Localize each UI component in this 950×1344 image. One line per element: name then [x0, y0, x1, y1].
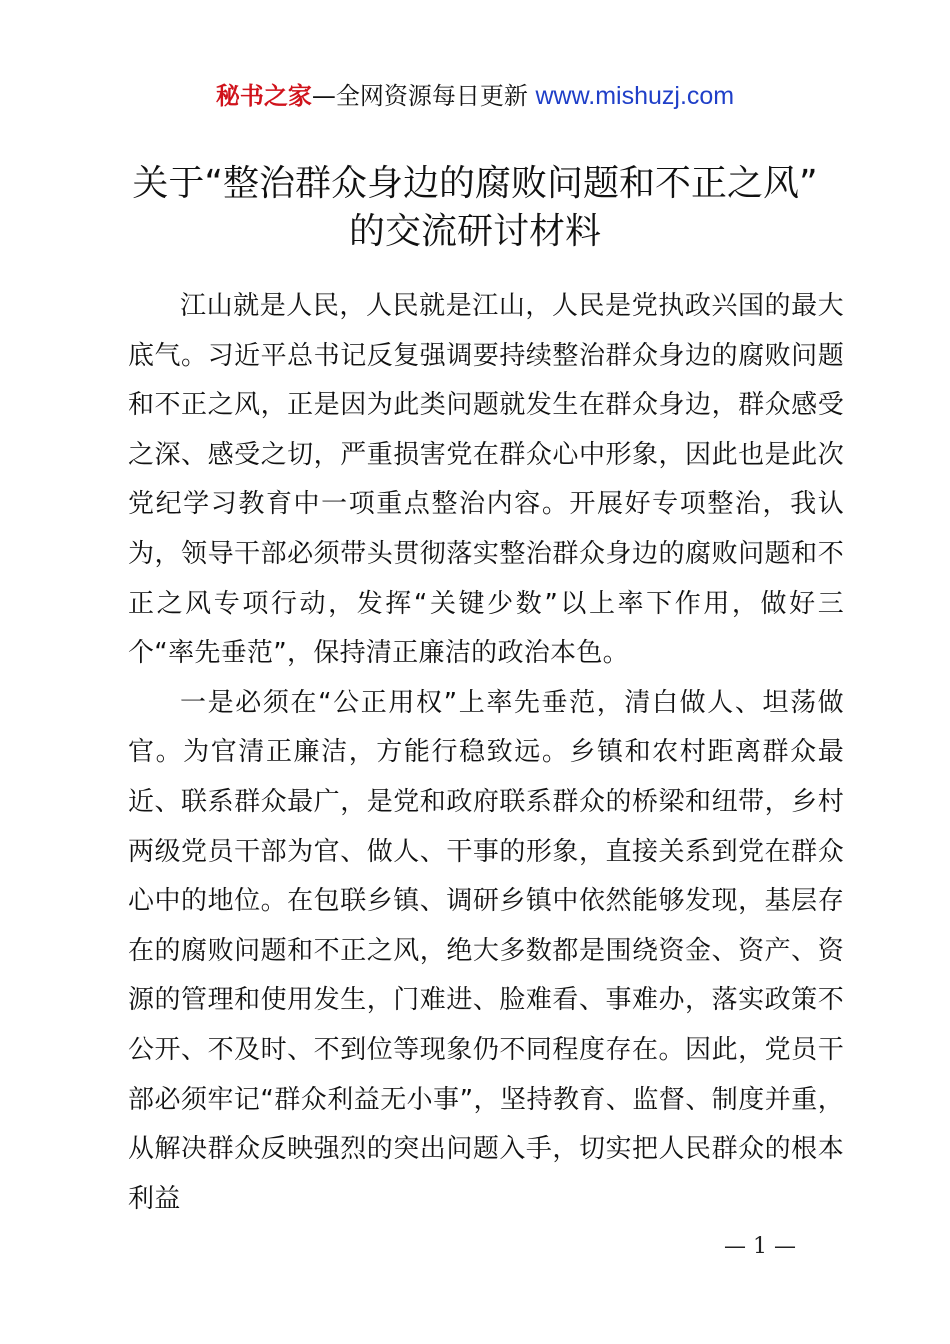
- header-slogan: —全网资源每日更新: [311, 82, 528, 110]
- site-header: [0, 80, 950, 112]
- paragraph-point-one: 一是必须在“公正用权”上率先垂范，清白做人、坦荡做官。为官清正廉洁，方能行稳致远。乡镇和农村距离群众最近、联系群众最广，是党和政府联系群众的桥梁和纽带，乡村两级党员干部为官、做人、干事的形象，直接关系到党在群众心中的地位。在包联乡镇、调研乡镇中依然能够发现，基层存在的腐败问题和不正之风，绝大多数都是围绕资金、资产、资源的管理和使用发生，门难进、脸难看、事难办，落实政策不公开、不及时、不到位等现象仍不同程度存在。因此，党员干部必须牢记“群众利益无小事”，坚持教育、监督、制度并重，从解决群众反映强烈的突出问题入手，切实把人民群众的根本利益: [128, 687, 844, 1214]
- document-body: [128, 282, 844, 1224]
- brand-name: 秘书之家: [215, 82, 312, 110]
- title-line-1: 关于“整治群众身边的腐败问题和不正之风”: [132, 163, 818, 204]
- site-url-link[interactable]: www.mishuzj.com: [535, 82, 735, 110]
- page-number: — 1 —: [724, 1234, 796, 1259]
- paragraph-intro: 江山就是人民，人民就是江山，人民是党执政兴国的最大底气。习近平总书记反复强调要持续整治群众身边的腐败问题和不正之风，正是因为此类问题就发生在群众身边，群众感受之深、感受之切，严重损害党在群众心中形象，因此也是此次党纪学习教育中一项重点整治内容。开展好专项整治，我认为，领导干部必须带头贯彻落实整治群众身边的腐败问题和不正之风专项行动，发挥“关键少数”以上率下作用，做好三个“率先垂范”，保持清正廉洁的政治本色。: [128, 291, 844, 669]
- title-line-2: 的交流研讨材料: [348, 211, 601, 252]
- document-title: [100, 160, 850, 256]
